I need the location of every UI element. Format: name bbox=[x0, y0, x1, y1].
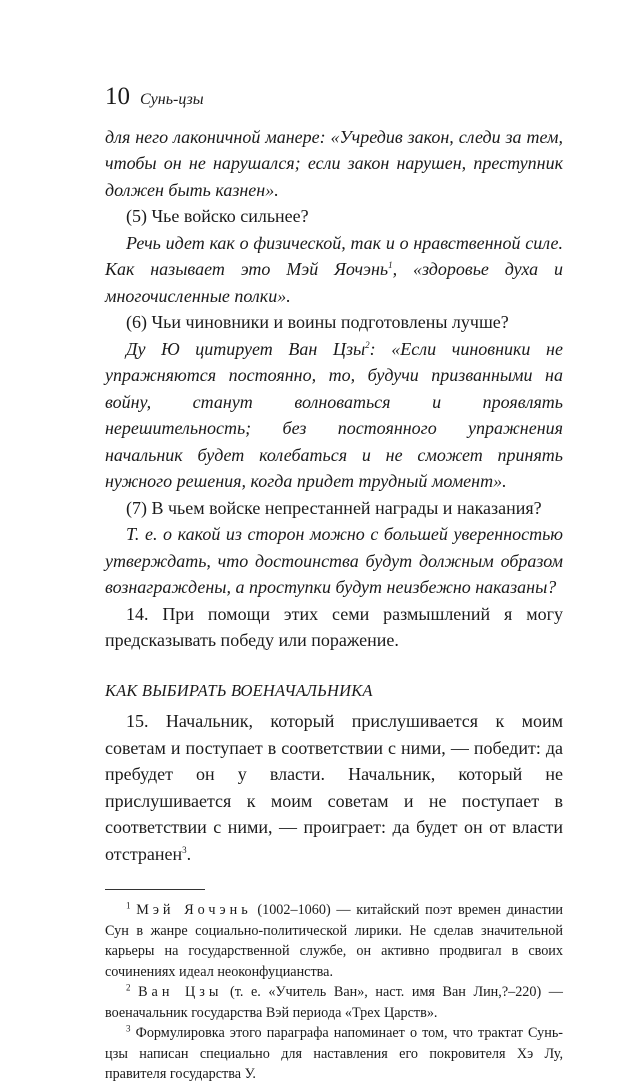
footnote-marker: 2 bbox=[126, 982, 131, 993]
question-5: (5) Чье войско сильнее? bbox=[126, 206, 309, 226]
commentary-paragraph: Ду Ю цитирует Ван Цзы$^2$: «Если чиновники не упражняются постоянно, то, будучи призванными на войну, станут волноваться и проявлять нерешительность; без постоянного упражнения начальник будет колебаться и не сможет принять нужного решения, когда придет трудный момент». bbox=[105, 338, 563, 491]
section-heading: КАК ВЫБИРАТЬ ВОЕНАЧАЛЬНИКА bbox=[105, 680, 373, 700]
footnote-3 bbox=[105, 1023, 563, 1085]
question-6: (6) Чьи чиновники и воины подготовлены лучше? bbox=[126, 312, 509, 332]
paragraph-15: 15. Начальник, который прислушивается к моим советам и поступает в соответствии с ними, — победит: да пребудет он у власти. Начальник, который не прислушивается к моим советам и не поступает в соответствии с ними, — проиграет: да будет он от власти отстранен$^3$. bbox=[105, 711, 563, 864]
footnote-marker: 3 bbox=[126, 1023, 131, 1034]
footnote-ref: 1 bbox=[388, 260, 393, 270]
commentary-paragraph: Т. е. о какой из сторон можно с большей уверенностью утверждать, что достоинства будут должным образом вознаграждены, а проступки будут неизбежно наказаны? bbox=[105, 524, 563, 597]
footnote-1 bbox=[105, 900, 563, 982]
running-title: Сунь-цзы bbox=[140, 91, 204, 108]
commentary-paragraph: Речь идет как о физической, так и о нравственной силе. Как называет это Мэй Яочэнь$^1$, «здоровье духа и многочисленные полки». bbox=[105, 232, 563, 306]
question-7: (7) В чьем войске непрестанней награды и наказания? bbox=[126, 497, 542, 518]
footnote-text: (т. е. «Учитель Ван», наст. имя Ван Лин,?–220) — военачальник государства Вэй периода «Трех Царств». bbox=[105, 984, 563, 1021]
footnote-marker: 1 bbox=[126, 900, 131, 911]
footnote-ref: 2 bbox=[365, 339, 370, 350]
paragraph-14: 14. При помощи этих семи размышлений я могу предсказывать победу или поражение. bbox=[105, 603, 563, 650]
footnote-name: Мэй Яочэнь bbox=[136, 902, 252, 918]
footnote-2 bbox=[105, 982, 563, 1023]
footnote-text: Формулировка этого параграфа напоминает о том, что трактат Сунь-цзы написан специально для наставления его покровителя Хэ Лу, правителя государства У. bbox=[105, 1025, 564, 1082]
footnote-ref: 3 bbox=[182, 844, 187, 855]
commentary-paragraph: для него лаконичной манере: «Учредив закон, следи за тем, чтобы он не нарушался; если закон нарушен, преступник должен быть казнен». bbox=[105, 126, 563, 200]
book-page bbox=[105, 84, 563, 1085]
footnote-name: Ван Цзы bbox=[138, 984, 223, 1000]
footnote-divider bbox=[105, 889, 205, 890]
footnotes bbox=[105, 900, 563, 1085]
footnote-text: (1002–1060) — китайский поэт времен династии Сун в жанре социально-политической лирики. Не сделав значительной карьеры на государственной службе, он активно продвигал в своих сочинениях идеал неоконфуцианства. bbox=[105, 902, 563, 980]
page-number: 10 bbox=[105, 83, 130, 110]
page-header bbox=[105, 84, 563, 114]
